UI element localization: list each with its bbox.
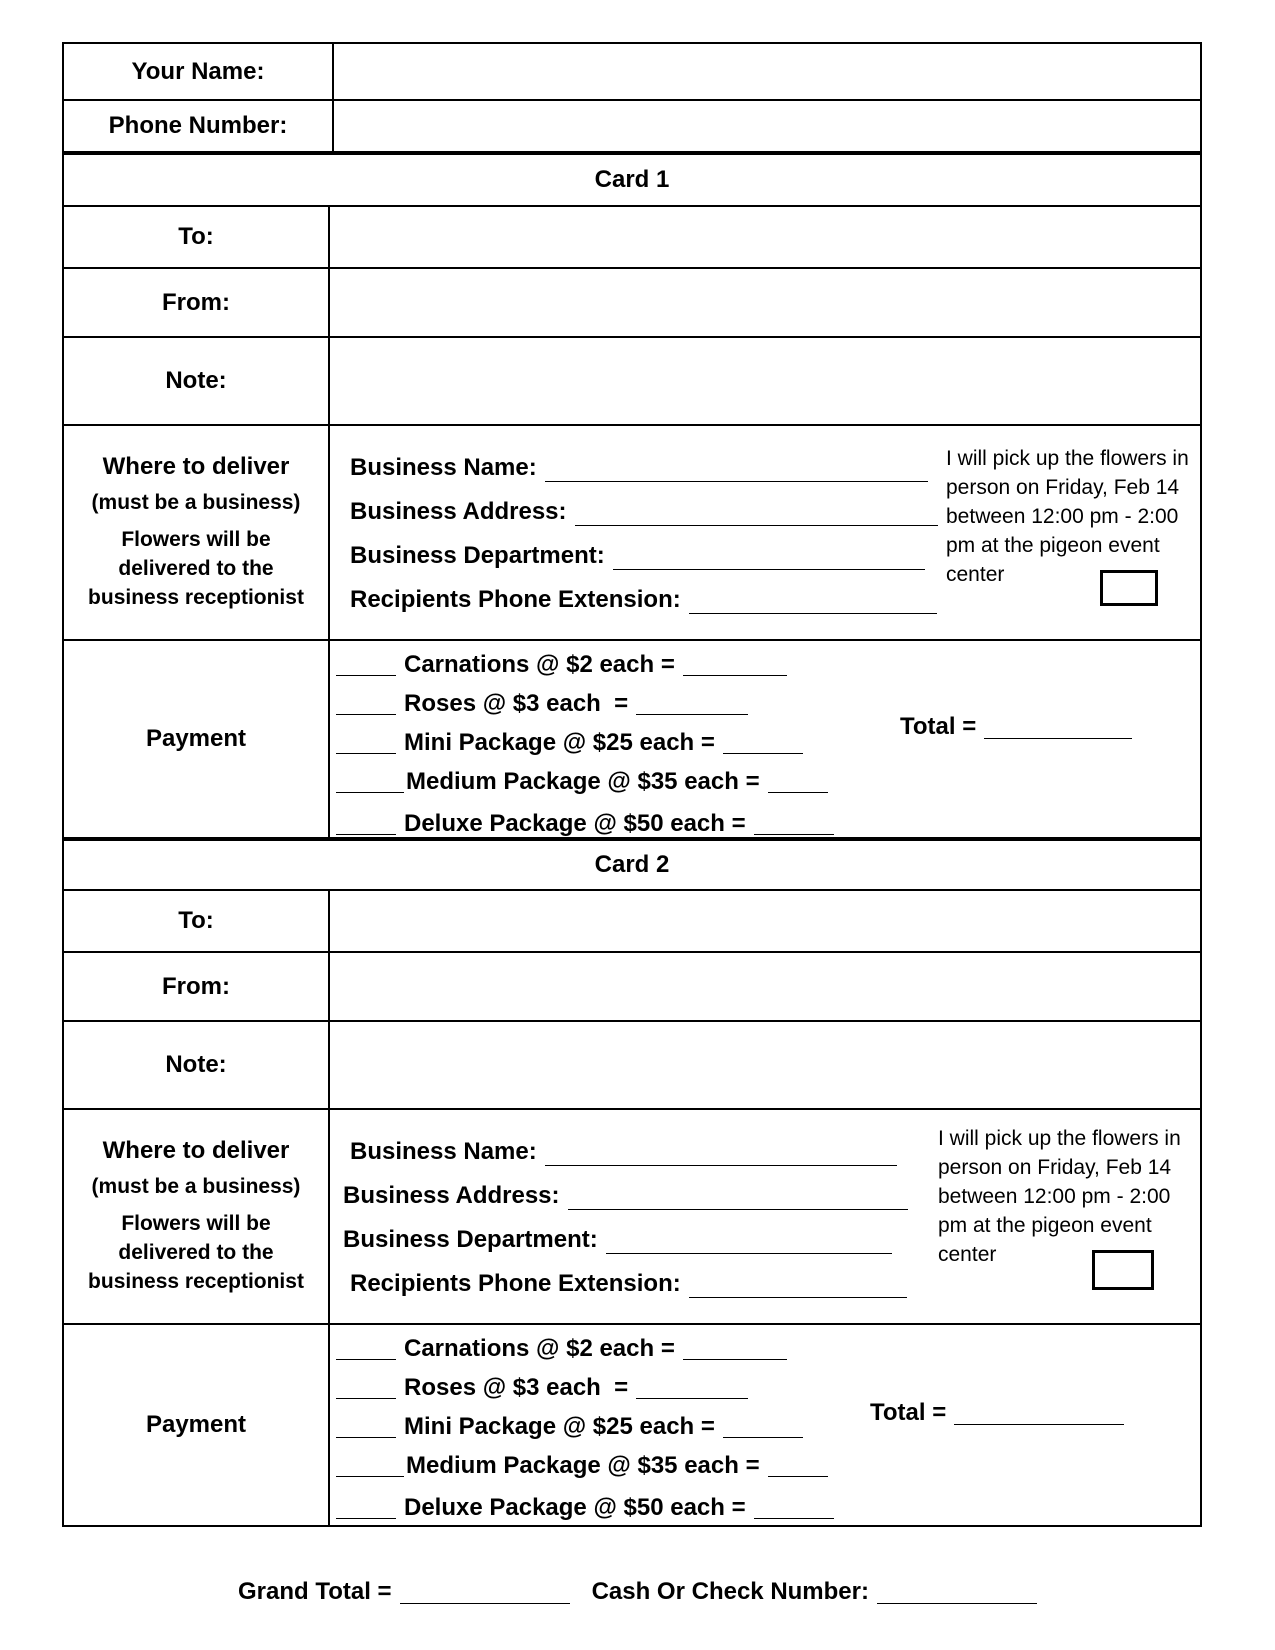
card-2-note-field[interactable] xyxy=(330,1022,1200,1108)
card-1-from-label: From: xyxy=(64,269,330,336)
card-2-title-row xyxy=(64,841,1200,891)
card-1-deliver-label xyxy=(64,426,330,639)
phone-extension-line[interactable] xyxy=(350,578,938,622)
medium-package-label: Medium Package @ $35 each = xyxy=(406,768,760,795)
business-department-label: Business Department: xyxy=(343,1226,598,1253)
payment-items xyxy=(336,645,834,845)
card-1-note-label: Note: xyxy=(64,338,330,424)
business-address-label: Business Address: xyxy=(343,1182,560,1209)
carnations-line[interactable] xyxy=(336,1329,834,1368)
business-department-label: Business Department: xyxy=(350,542,605,569)
card-1-from-field[interactable] xyxy=(330,269,1200,336)
roses-qty-blank[interactable] xyxy=(336,692,396,715)
card-2-note-row xyxy=(64,1022,1200,1110)
card-1-total[interactable] xyxy=(900,713,1132,741)
card-2-to-field[interactable] xyxy=(330,891,1200,951)
business-department-line[interactable] xyxy=(343,1218,908,1262)
business-department-line[interactable] xyxy=(350,534,938,578)
carnations-subtotal-blank[interactable] xyxy=(683,653,787,676)
pickup-option-text: I will pick up the flowers in person on Friday, Feb 14 between 12:00 pm - 2:00 pm at the pigeon event center xyxy=(946,447,1189,586)
your-name-label: Your Name: xyxy=(64,44,334,99)
deluxe-qty-blank[interactable] xyxy=(336,812,396,835)
pickup-checkbox[interactable] xyxy=(1092,1250,1154,1290)
business-name-label: Business Name: xyxy=(350,1138,537,1165)
form-footer xyxy=(0,1578,1275,1606)
medium-package-line[interactable] xyxy=(336,1446,834,1485)
deliver-note: (must be a business) xyxy=(91,1175,301,1198)
cash-check-label: Cash Or Check Number: xyxy=(591,1578,869,1605)
mini-subtotal-blank[interactable] xyxy=(723,731,803,754)
total-blank[interactable] xyxy=(984,716,1132,739)
medium-subtotal-blank[interactable] xyxy=(768,1454,828,1477)
card-1-title: Card 1 xyxy=(594,166,670,193)
card-1-to-row xyxy=(64,207,1200,269)
deliver-instruction: Flowers will be delivered to the business receptionist xyxy=(88,1212,304,1293)
mini-package-label: Mini Package @ $25 each = xyxy=(404,729,715,756)
business-address-blank[interactable] xyxy=(575,497,938,526)
business-name-blank[interactable] xyxy=(545,1137,897,1166)
medium-subtotal-blank[interactable] xyxy=(768,770,828,793)
business-name-blank[interactable] xyxy=(545,453,928,482)
card-1-payment-label: Payment xyxy=(64,641,330,837)
card-1-payment-row xyxy=(64,641,1200,841)
card-2-to-row xyxy=(64,891,1200,953)
roses-subtotal-blank[interactable] xyxy=(636,1376,748,1399)
carnations-label: Carnations @ $2 each = xyxy=(404,1335,675,1362)
medium-package-line[interactable] xyxy=(336,762,834,801)
card-1-note-field[interactable] xyxy=(330,338,1200,424)
card-1-to-field[interactable] xyxy=(330,207,1200,267)
phone-row xyxy=(64,101,1200,155)
grand-total-label: Grand Total = xyxy=(238,1578,392,1605)
payment-items xyxy=(336,1329,834,1529)
business-address-blank[interactable] xyxy=(568,1181,908,1210)
card-2-to-label: To: xyxy=(64,891,330,951)
roses-line[interactable] xyxy=(336,1368,834,1407)
your-name-row xyxy=(64,44,1200,101)
carnations-label: Carnations @ $2 each = xyxy=(404,651,675,678)
card-2-from-label: From: xyxy=(64,953,330,1020)
carnations-qty-blank[interactable] xyxy=(336,1337,396,1360)
card-2-from-row xyxy=(64,953,1200,1022)
phone-field[interactable] xyxy=(334,101,1200,151)
card-2-total[interactable] xyxy=(870,1399,1124,1427)
card-1-note-row xyxy=(64,338,1200,426)
carnations-qty-blank[interactable] xyxy=(336,653,396,676)
your-name-field[interactable] xyxy=(334,44,1200,99)
cash-check-blank[interactable] xyxy=(877,1581,1037,1604)
total-label: Total = xyxy=(870,1399,947,1426)
deliver-heading: Where to deliver xyxy=(102,453,290,480)
grand-total-blank[interactable] xyxy=(400,1581,570,1604)
order-form xyxy=(62,42,1202,1527)
card-1-title-row xyxy=(64,155,1200,207)
mini-package-line[interactable] xyxy=(336,1407,834,1446)
business-address-label: Business Address: xyxy=(350,498,567,525)
medium-package-label: Medium Package @ $35 each = xyxy=(406,1452,760,1479)
card-2-title: Card 2 xyxy=(594,851,670,878)
roses-subtotal-blank[interactable] xyxy=(636,692,748,715)
mini-package-label: Mini Package @ $25 each = xyxy=(404,1413,715,1440)
medium-qty-blank[interactable] xyxy=(336,1454,404,1477)
phone-label: Phone Number: xyxy=(64,101,334,151)
card-2-deliver-label xyxy=(64,1110,330,1323)
roses-label: Roses @ $3 each = xyxy=(404,690,629,717)
phone-extension-label: Recipients Phone Extension: xyxy=(350,586,681,613)
business-info-lines xyxy=(350,446,938,622)
card-2-note-label: Note: xyxy=(64,1022,330,1108)
deliver-instruction: Flowers will be delivered to the business receptionist xyxy=(88,528,304,609)
card-1-payment-fields xyxy=(330,641,1200,837)
card-1-to-label: To: xyxy=(64,207,330,267)
pickup-checkbox[interactable] xyxy=(1100,570,1158,606)
business-department-blank[interactable] xyxy=(613,541,925,570)
deluxe-subtotal-blank[interactable] xyxy=(754,1496,834,1519)
carnations-line[interactable] xyxy=(336,645,834,684)
business-name-line[interactable] xyxy=(350,446,938,490)
card-2-payment-row xyxy=(64,1325,1200,1525)
deluxe-package-line[interactable] xyxy=(336,1485,834,1529)
card-2-payment-label: Payment xyxy=(64,1325,330,1525)
deliver-note: (must be a business) xyxy=(91,491,301,514)
phone-extension-blank[interactable] xyxy=(689,585,937,614)
grand-total[interactable] xyxy=(238,1578,570,1606)
deluxe-qty-blank[interactable] xyxy=(336,1496,396,1519)
mini-qty-blank[interactable] xyxy=(336,731,396,754)
mini-subtotal-blank[interactable] xyxy=(723,1415,803,1438)
roses-qty-blank[interactable] xyxy=(336,1376,396,1399)
deluxe-subtotal-blank[interactable] xyxy=(754,812,834,835)
business-address-line[interactable] xyxy=(350,490,938,534)
roses-label: Roses @ $3 each = xyxy=(404,1374,629,1401)
phone-extension-line[interactable] xyxy=(350,1262,908,1306)
mini-qty-blank[interactable] xyxy=(336,1415,396,1438)
card-1-from-row xyxy=(64,269,1200,338)
phone-extension-label: Recipients Phone Extension: xyxy=(350,1270,681,1297)
business-department-blank[interactable] xyxy=(606,1225,892,1254)
card-2-from-field[interactable] xyxy=(330,953,1200,1020)
business-name-label: Business Name: xyxy=(350,454,537,481)
deluxe-package-line[interactable] xyxy=(336,801,834,845)
medium-qty-blank[interactable] xyxy=(336,770,404,793)
carnations-subtotal-blank[interactable] xyxy=(683,1337,787,1360)
mini-package-line[interactable] xyxy=(336,723,834,762)
business-info-lines xyxy=(343,1130,908,1306)
deliver-heading: Where to deliver xyxy=(102,1137,290,1164)
pickup-option-text: I will pick up the flowers in person on Friday, Feb 14 between 12:00 pm - 2:00 pm at the pigeon event center xyxy=(938,1127,1181,1266)
card-2-payment-fields xyxy=(330,1325,1200,1525)
total-label: Total = xyxy=(900,713,977,740)
phone-extension-blank[interactable] xyxy=(689,1269,907,1298)
total-blank[interactable] xyxy=(954,1402,1124,1425)
card-1-deliver-fields xyxy=(330,426,1200,639)
card-2-deliver-row xyxy=(64,1110,1200,1325)
card-1-deliver-row xyxy=(64,426,1200,641)
roses-line[interactable] xyxy=(336,684,834,723)
deluxe-package-label: Deluxe Package @ $50 each = xyxy=(404,1493,746,1521)
cash-check-number[interactable] xyxy=(592,1578,1037,1606)
card-2-deliver-fields xyxy=(330,1110,1200,1323)
deluxe-package-label: Deluxe Package @ $50 each = xyxy=(404,809,746,837)
business-address-line[interactable] xyxy=(343,1174,908,1218)
business-name-line[interactable] xyxy=(350,1130,908,1174)
